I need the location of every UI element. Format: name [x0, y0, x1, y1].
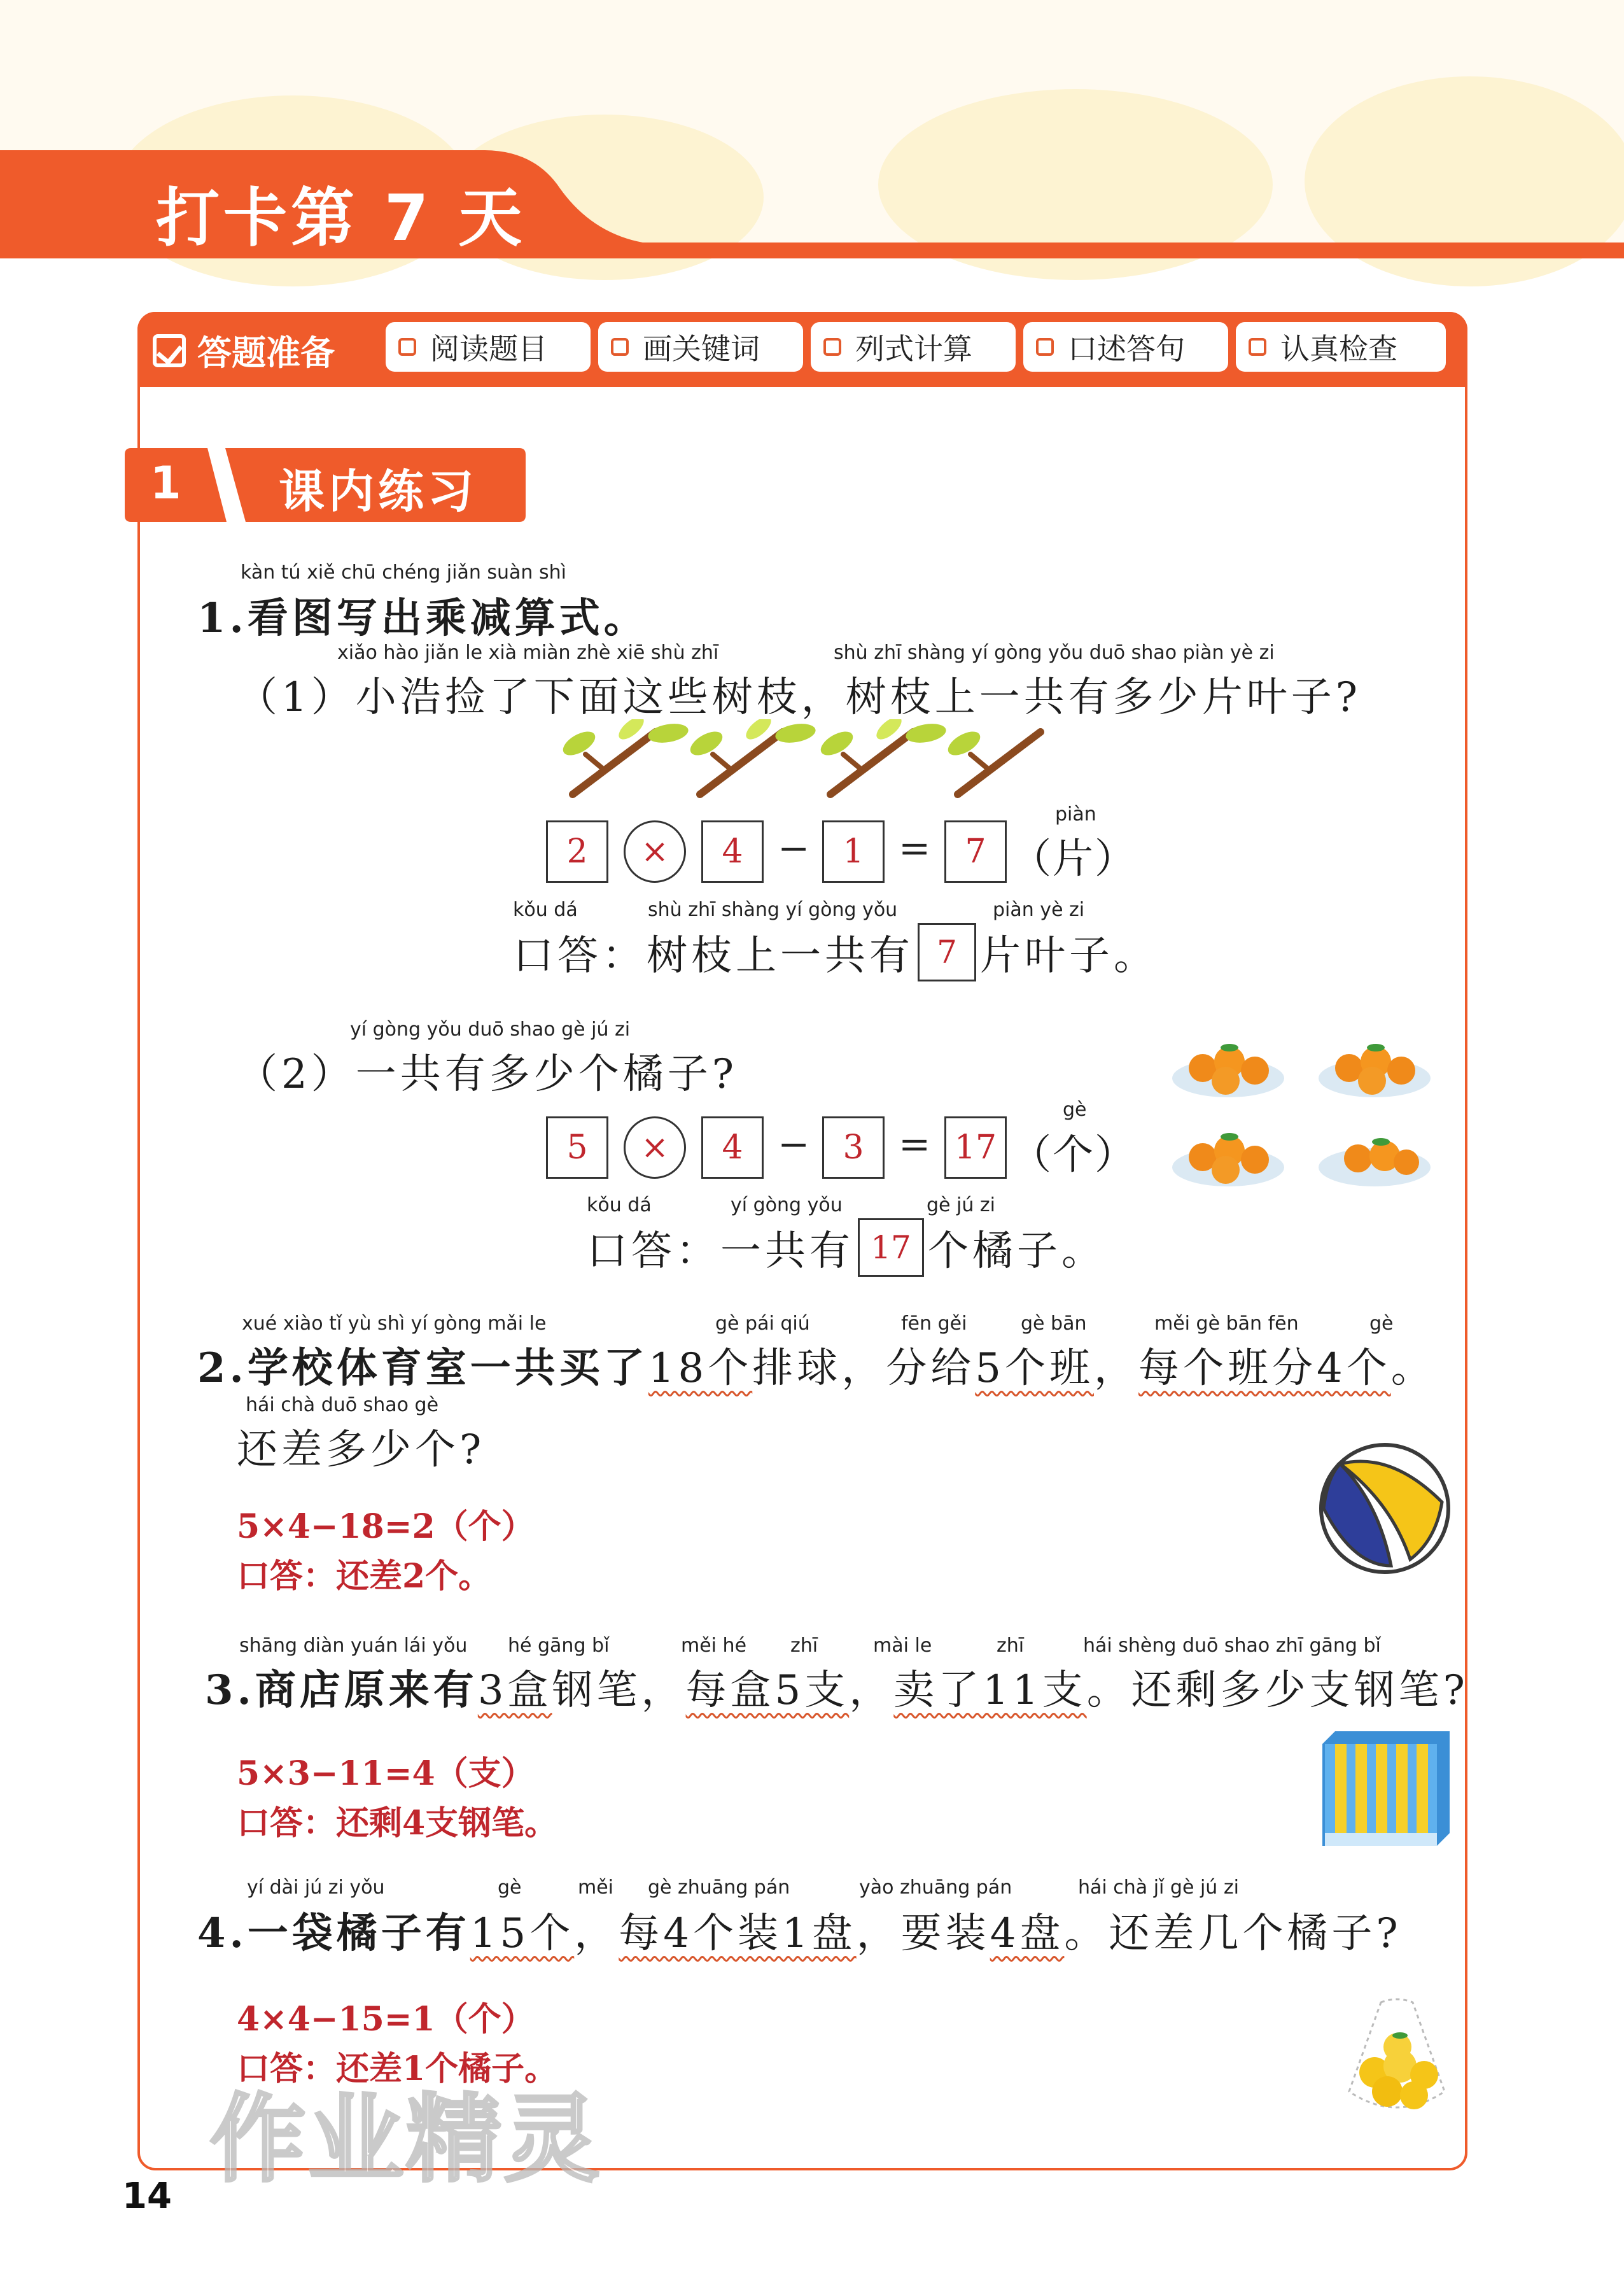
q4-pinyin-a: yí dài jú zi yǒu	[247, 1876, 385, 1899]
equals-sign: =	[899, 826, 931, 871]
section-number: 1	[150, 457, 181, 509]
watermark: 作业精灵	[210, 2085, 603, 2195]
prep-step-answer[interactable]: 口述答句	[1023, 322, 1228, 372]
q4-pinyin-f: hái chà jǐ gè jú zi	[1078, 1876, 1239, 1899]
q1-sub1-unit-pinyin: piàn	[1055, 803, 1096, 826]
q1-pinyin: kàn tú xiě chū chéng jiǎn suàn shì	[241, 561, 566, 584]
q2-pinyin-a: xué xiào tǐ yù shì yí gòng mǎi le	[242, 1312, 547, 1335]
q1-sub1-ans-pinyin-c: piàn yè zi	[993, 899, 1085, 921]
checkbox-icon	[1036, 338, 1054, 356]
q1-sub2-ans-pinyin-c: gè jú zi	[927, 1194, 996, 1216]
q4-key-a: 15个	[470, 1910, 575, 1957]
page-title: 打卡第 7 天	[156, 181, 526, 255]
q1-sub1-unit: （片）	[1011, 836, 1137, 883]
q2-pinyin-b: gè pái qiú	[715, 1312, 810, 1335]
q3-pinyin-d: zhī	[790, 1635, 818, 1657]
q3-key-c: 卖了11支	[893, 1667, 1087, 1714]
orange-bag-illustration	[1336, 1996, 1457, 2123]
q2-text-2: 还差多少个?	[237, 1426, 486, 1473]
q1-sub1-ans-pinyin-b: shù zhī shàng yí gòng yǒu	[648, 899, 898, 921]
q1-sub2-text: （2）一共有多少个橘子?	[237, 1051, 738, 1098]
q2-key-b: 5个班	[975, 1345, 1094, 1392]
section-title: 课内练习	[279, 465, 478, 518]
q1-sub2-box-a[interactable]: 5	[546, 1116, 608, 1179]
q4-answer-text: 口答：还差1个橘子。	[237, 2049, 558, 2088]
minus-sign: −	[778, 1122, 810, 1167]
q4-pinyin-b: gè	[498, 1876, 522, 1899]
prep-step-check[interactable]: 认真检查	[1236, 322, 1446, 372]
checkbox-icon	[398, 338, 416, 356]
q2-key-a: 18个	[648, 1345, 753, 1392]
q1-text: 1.看图写出乘减算式。	[197, 594, 648, 642]
q1-sub1-box-a[interactable]: 2	[546, 820, 608, 883]
q1-sub2-ans-pinyin-b: yí gòng yǒu	[731, 1194, 843, 1216]
q1-sub2-answer-box[interactable]: 17	[858, 1218, 924, 1277]
q2-pinyin-e: měi gè bān fēn	[1154, 1312, 1299, 1335]
q1-sub2-box-result[interactable]: 17	[944, 1116, 1007, 1179]
q4-text: 4.一袋橘子有15个，每4个装1盘，要装4盘。还差几个橘子?	[197, 1909, 1402, 1957]
check-icon	[153, 334, 186, 367]
q3-pinyin-b: hé gāng bǐ	[508, 1635, 610, 1657]
equals-sign: =	[899, 1122, 931, 1167]
q1-sub1-box-b[interactable]: 4	[701, 820, 764, 883]
q2-text: 2.学校体育室一共买了18个排球，分给5个班，每个班分4个。	[197, 1344, 1436, 1392]
minus-sign: −	[778, 826, 810, 871]
q4-key-b: 每4个装1盘	[619, 1910, 857, 1957]
prep-step-mark[interactable]: 画关键词	[598, 322, 803, 372]
q1-sub1-text: （1）小浩捡了下面这些树枝，树枝上一共有多少片叶子?	[237, 674, 1362, 721]
q1-sub1-pinyin-a: xiǎo hào jiǎn le xià miàn zhè xiē shù zhī	[337, 642, 719, 664]
q2-answer-text: 口答：还差2个。	[237, 1557, 492, 1596]
orange-plates-illustration	[1171, 1029, 1451, 1207]
q3-pinyin-a: shāng diàn yuán lái yǒu	[239, 1635, 468, 1657]
q3-pinyin-g: hái shèng duō shao zhī gāng bǐ	[1083, 1635, 1381, 1657]
checkbox-icon	[1249, 338, 1266, 356]
q2-key-c: 每个班分4个	[1138, 1345, 1391, 1392]
checkbox-icon	[611, 338, 629, 356]
q3-key-a: 3盒	[477, 1667, 552, 1714]
q4-pinyin-e: yào zhuāng pán	[859, 1876, 1012, 1899]
q1-sub1-box-result[interactable]: 7	[944, 820, 1007, 883]
q1-sub2-operator-box[interactable]: ×	[624, 1116, 686, 1179]
pen-box-illustration	[1316, 1719, 1456, 1859]
q1-sub2-unit: （个）	[1011, 1132, 1137, 1179]
q1-sub1-pinyin-b: shù zhī shàng yí gòng yǒu duō shao piàn yè zi	[834, 642, 1275, 664]
q1-sub2-pinyin: yí gòng yǒu duō shao gè jú zi	[350, 1018, 631, 1041]
q3-text: 3.商店原来有3盒钢笔，每盒5支，卖了11支。还剩多少支钢笔?	[205, 1666, 1469, 1714]
prep-step-read[interactable]: 阅读题目	[386, 322, 591, 372]
q2-answer-equation: 5×4−18=2（个）	[237, 1507, 535, 1546]
q1-sub1-ans-pinyin-a: kǒu dá	[513, 899, 578, 921]
q3-answer-equation: 5×3−11=4（支）	[237, 1754, 535, 1793]
page-number: 14	[122, 2176, 172, 2217]
volleyball-illustration	[1315, 1438, 1455, 1578]
q1-sub2-ans-pinyin-a: kǒu dá	[587, 1194, 652, 1216]
q3-answer-text: 口答：还剩4支钢笔。	[237, 1804, 558, 1843]
q2-pinyin-c: fēn gěi	[901, 1312, 967, 1335]
q1-sub2-box-b[interactable]: 4	[701, 1116, 764, 1179]
q1-sub1-box-c[interactable]: 1	[822, 820, 885, 883]
q3-pinyin-f: zhī	[997, 1635, 1025, 1657]
q3-pinyin-c: měi hé	[681, 1635, 747, 1657]
q4-pinyin-d: gè zhuāng pán	[648, 1876, 790, 1899]
q4-pinyin-c: měi	[578, 1876, 614, 1899]
branches-illustration	[560, 719, 1069, 802]
q4-key-c: 4盘	[990, 1910, 1065, 1957]
q1-sub1-answer-box[interactable]: 7	[918, 923, 976, 981]
q1-sub2-box-c[interactable]: 3	[822, 1116, 885, 1179]
q1-sub1-answer: 口答：树枝上一共有 7 片叶子。	[513, 923, 1158, 981]
checkbox-icon	[823, 338, 841, 356]
q3-key-b: 每盒5支	[685, 1667, 850, 1714]
q1-sub2-answer: 口答：一共有 17 个橘子。	[587, 1218, 1106, 1277]
q2-pinyin-2: hái chà duō shao gè	[246, 1394, 439, 1416]
q2-pinyin-d: gè bān	[1021, 1312, 1087, 1335]
q3-pinyin-e: mài le	[873, 1635, 932, 1657]
q1-sub1-operator-box[interactable]: ×	[624, 820, 686, 883]
q2-pinyin-f: gè	[1369, 1312, 1394, 1335]
q1-sub2-unit-pinyin: gè	[1063, 1099, 1087, 1121]
prep-step-calc[interactable]: 列式计算	[811, 322, 1016, 372]
q4-answer-equation: 4×4−15=1（个）	[237, 2000, 535, 2039]
prep-label: 答题准备	[153, 326, 335, 375]
